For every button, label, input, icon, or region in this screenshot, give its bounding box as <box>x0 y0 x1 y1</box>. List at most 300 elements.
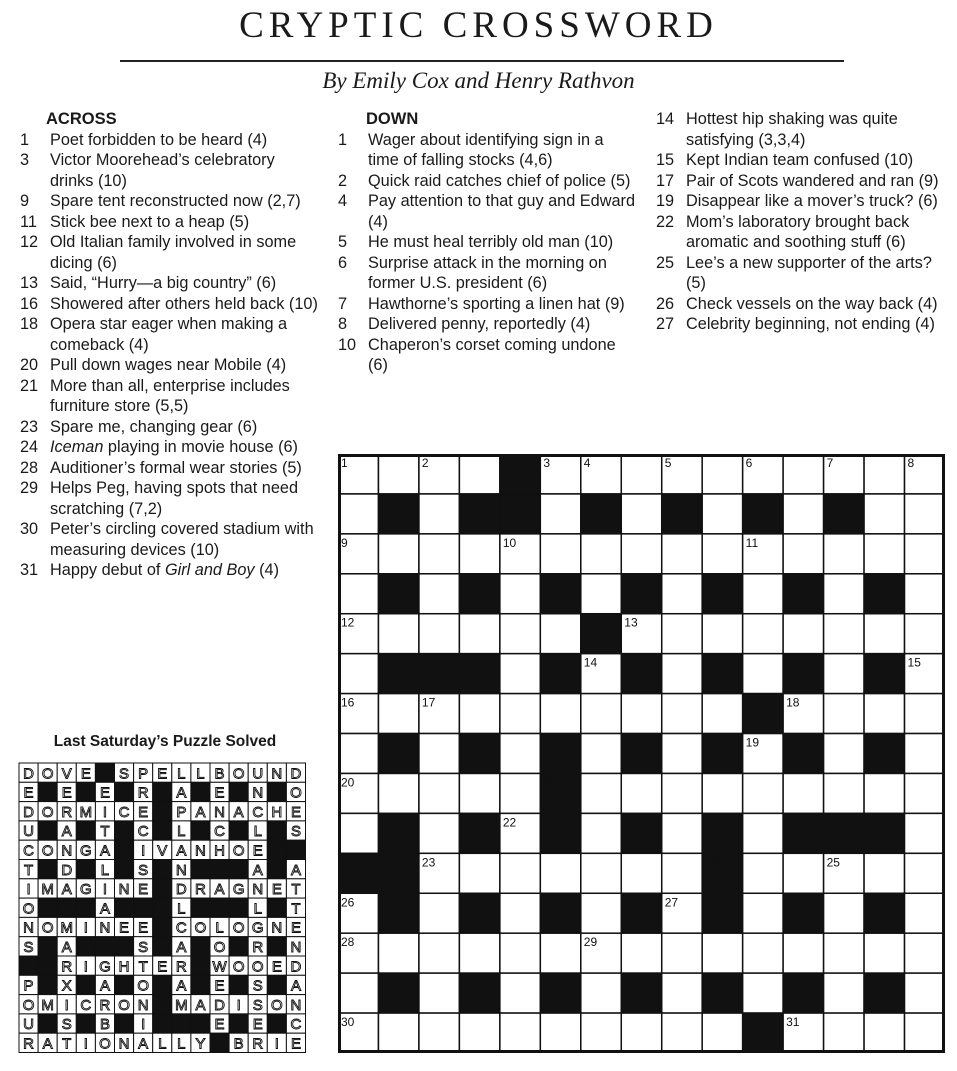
grid-cell[interactable] <box>824 773 864 813</box>
solved-letter: I <box>102 881 108 899</box>
solved-black-square <box>267 782 286 801</box>
grid-cell[interactable] <box>905 574 945 614</box>
grid-cell[interactable] <box>540 694 580 734</box>
solved-puzzle-grid <box>18 762 307 1059</box>
solved-letter: M <box>79 803 93 821</box>
black-square <box>459 494 499 534</box>
solved-letter: E <box>271 958 282 976</box>
solved-black-square <box>134 898 153 917</box>
clue-across-3 <box>20 150 320 191</box>
solved-letter: N <box>61 842 73 860</box>
grid-cell[interactable] <box>419 973 459 1013</box>
grid-cell[interactable] <box>662 534 702 574</box>
solved-black-square <box>191 1014 210 1033</box>
solved-letter: I <box>236 996 241 1014</box>
solved-letter: I <box>83 919 88 937</box>
solved-letter: D <box>23 765 34 783</box>
solved-black-square <box>38 898 57 917</box>
grid-cell[interactable] <box>378 933 418 973</box>
grid-cell[interactable] <box>905 1013 945 1053</box>
grid-cell[interactable] <box>783 853 823 893</box>
clue-text: Kept Indian team confused (10) <box>686 151 914 169</box>
grid-cell[interactable] <box>783 933 823 973</box>
grid-cell[interactable] <box>783 534 823 574</box>
grid-cell[interactable] <box>621 1013 661 1053</box>
clue-number: 7 <box>338 294 348 313</box>
grid-cell[interactable] <box>702 773 742 813</box>
solved-letter: A <box>290 977 301 995</box>
grid-cell[interactable] <box>621 454 661 494</box>
solved-letter: O <box>41 803 54 821</box>
grid-cell[interactable] <box>378 614 418 654</box>
solved-letter: I <box>83 958 88 976</box>
black-square <box>783 893 823 933</box>
grid-cell[interactable] <box>905 773 945 813</box>
grid-cell[interactable] <box>621 853 661 893</box>
solved-black-square <box>229 937 248 956</box>
solved-letter: N <box>99 919 111 937</box>
grid-cell[interactable] <box>581 534 621 574</box>
grid-cell[interactable] <box>338 654 378 694</box>
grid-cell[interactable] <box>905 973 945 1013</box>
clue-text: Opera star eager when making a comeback (4) <box>50 315 288 354</box>
grid-cell[interactable] <box>864 614 904 654</box>
solved-black-square <box>38 956 57 975</box>
grid-cell[interactable] <box>783 614 823 654</box>
solved-black-square <box>191 821 210 840</box>
grid-cell[interactable] <box>419 734 459 774</box>
black-square <box>824 494 864 534</box>
solved-letter: O <box>41 765 54 783</box>
grid-cell[interactable] <box>581 1013 621 1053</box>
grid-cell[interactable] <box>743 813 783 853</box>
solved-letter: A <box>233 803 244 821</box>
clue-down-right-19 <box>656 191 956 212</box>
grid-cell[interactable] <box>864 694 904 734</box>
grid-cell[interactable] <box>338 973 378 1013</box>
black-square <box>378 973 418 1013</box>
grid-cell[interactable] <box>540 853 580 893</box>
black-square <box>378 574 418 614</box>
clue-number: 6 <box>338 253 348 272</box>
solved-letter: A <box>176 939 187 956</box>
grid-cell[interactable] <box>662 574 702 614</box>
solved-letter: L <box>177 900 186 918</box>
black-square <box>378 893 418 933</box>
black-square <box>702 574 742 614</box>
solved-black-square <box>76 821 95 840</box>
solved-letter: O <box>22 900 35 918</box>
solved-letter: S <box>290 823 301 841</box>
solved-black-square <box>267 840 286 859</box>
black-square <box>338 853 378 893</box>
solved-letter: S <box>252 996 263 1014</box>
solved-letter: A <box>61 823 72 841</box>
grid-cell[interactable] <box>378 534 418 574</box>
black-square <box>419 654 459 694</box>
crossword-grid-svg[interactable] <box>338 454 945 1053</box>
clue-text: Poet forbidden to be heard (4) <box>50 130 268 149</box>
grid-cell[interactable] <box>581 893 621 933</box>
grid-cell[interactable] <box>864 773 904 813</box>
black-square <box>864 893 904 933</box>
grid-cell[interactable] <box>662 973 702 1013</box>
grid-cell[interactable] <box>824 534 864 574</box>
grid-cell[interactable] <box>905 694 945 734</box>
grid-cell[interactable] <box>702 534 742 574</box>
solved-black-square <box>267 860 286 879</box>
grid-cell[interactable] <box>905 494 945 534</box>
clue-text: Happy debut of Girl and Boy (4) <box>50 561 279 579</box>
grid-cell[interactable] <box>459 694 499 734</box>
grid-cell[interactable] <box>500 1013 540 1053</box>
solved-black-square <box>229 860 248 879</box>
solved-letter: A <box>176 784 187 802</box>
grid-cell[interactable] <box>378 1013 418 1053</box>
grid-cell[interactable] <box>581 813 621 853</box>
black-square <box>378 654 418 694</box>
solved-letter: G <box>251 919 264 937</box>
grid-cell[interactable] <box>500 933 540 973</box>
clue-number: 8 <box>338 315 348 333</box>
solved-black-square <box>229 898 248 917</box>
grid-cell[interactable] <box>662 1013 702 1053</box>
grid-cell[interactable] <box>905 853 945 893</box>
solved-letter: O <box>251 958 264 976</box>
solved-black-square <box>57 898 76 917</box>
cell-number: 12 <box>341 615 355 630</box>
grid-cell[interactable] <box>783 773 823 813</box>
grid-cell[interactable] <box>459 614 499 654</box>
clue-text: Victor Moorehead’s celebratory drinks (10) <box>50 151 275 190</box>
grid-cell[interactable] <box>824 574 864 614</box>
grid-cell[interactable] <box>459 1013 499 1053</box>
solved-letter: D <box>290 958 302 976</box>
grid-cell[interactable] <box>540 933 580 973</box>
cell-number: 28 <box>341 935 355 950</box>
grid-cell[interactable] <box>338 813 378 853</box>
grid-cell[interactable] <box>864 494 904 534</box>
grid-cell[interactable] <box>864 534 904 574</box>
solved-letter: E <box>157 765 168 783</box>
solved-puzzle-label: Last Saturday’s Puzzle Solved <box>53 733 277 750</box>
clue-text: Disappear like a mover’s truck? (6) <box>686 192 938 210</box>
grid-cell[interactable] <box>702 494 742 534</box>
grid-cell[interactable] <box>419 893 459 933</box>
clue-down-right-22 <box>656 212 956 253</box>
solved-letter: O <box>22 996 35 1014</box>
black-square <box>864 574 904 614</box>
clue-text: Check vessels on the way back (4) <box>686 294 938 313</box>
solved-letter: R <box>137 784 149 802</box>
grid-cell[interactable] <box>581 853 621 893</box>
solved-letter: O <box>99 1035 111 1053</box>
grid-cell[interactable] <box>824 694 864 734</box>
grid-cell[interactable] <box>743 933 783 973</box>
grid-cell[interactable] <box>905 534 945 574</box>
grid-cell[interactable] <box>743 893 783 933</box>
grid-cell[interactable] <box>824 1013 864 1053</box>
grid-cell[interactable] <box>500 574 540 614</box>
grid-cell[interactable] <box>662 734 702 774</box>
grid-cell[interactable] <box>419 1013 459 1053</box>
down-clues-left <box>338 109 638 376</box>
black-square <box>783 654 823 694</box>
black-square <box>500 454 540 494</box>
solved-letter: N <box>118 881 130 899</box>
solved-letter: C <box>214 823 225 841</box>
solved-black-square <box>76 975 95 994</box>
clue-down-right-15 <box>656 150 956 171</box>
grid-cell[interactable] <box>783 454 823 494</box>
grid-cell[interactable] <box>581 734 621 774</box>
solved-letter: I <box>141 842 146 860</box>
solved-black-square <box>38 860 57 879</box>
grid-cell[interactable] <box>824 933 864 973</box>
grid-cell[interactable] <box>702 933 742 973</box>
grid-cell[interactable] <box>743 853 783 893</box>
solved-letter: A <box>138 1035 149 1053</box>
solved-letter: A <box>99 842 110 860</box>
solved-black-square <box>38 975 57 994</box>
grid-cell[interactable] <box>864 1013 904 1053</box>
grid-cell[interactable] <box>419 614 459 654</box>
grid-cell[interactable] <box>743 773 783 813</box>
grid-cell[interactable] <box>338 734 378 774</box>
grid-cell[interactable] <box>540 1013 580 1053</box>
solved-letter: C <box>23 842 34 860</box>
solved-letter: D <box>175 881 187 899</box>
grid-cell[interactable] <box>581 973 621 1013</box>
solved-black-square <box>115 860 134 879</box>
solved-letter: O <box>290 784 302 802</box>
black-square <box>783 734 823 774</box>
grid-cell[interactable] <box>621 694 661 734</box>
clue-number: 30 <box>20 520 39 538</box>
grid-cell[interactable] <box>581 574 621 614</box>
solved-letter: E <box>252 842 263 860</box>
solved-letter: A <box>42 1035 53 1053</box>
grid-cell[interactable] <box>500 734 540 774</box>
solved-black-square <box>267 937 286 956</box>
solved-letter: T <box>291 881 301 899</box>
grid-cell[interactable] <box>540 614 580 654</box>
clue-down-left-8 <box>338 314 638 335</box>
solved-letter: N <box>137 996 149 1014</box>
grid-cell[interactable] <box>378 773 418 813</box>
clue-number: 9 <box>20 192 30 210</box>
crossword-grid[interactable] <box>338 454 945 1053</box>
solved-letter: P <box>23 977 34 995</box>
grid-cell[interactable] <box>905 734 945 774</box>
clue-across-23 <box>20 417 320 438</box>
clue-text: More than all, enterprise includes furniture store (5,5) <box>50 376 290 415</box>
grid-cell[interactable] <box>621 494 661 534</box>
solved-letter: O <box>194 919 207 937</box>
grid-cell[interactable] <box>338 494 378 534</box>
solved-letter: T <box>62 1035 72 1053</box>
grid-cell[interactable] <box>662 654 702 694</box>
grid-cell[interactable] <box>824 893 864 933</box>
grid-cell[interactable] <box>743 574 783 614</box>
clue-text: Hawthorne’s sporting a linen hat (9) <box>368 294 625 313</box>
solved-letter: U <box>252 765 264 783</box>
grid-cell[interactable] <box>540 494 580 534</box>
solved-letter: R <box>175 958 187 976</box>
grid-cell[interactable] <box>662 773 702 813</box>
clue-across-9 <box>20 191 320 212</box>
solved-letter: E <box>214 784 225 802</box>
cell-number: 20 <box>341 775 355 790</box>
grid-cell[interactable] <box>783 494 823 534</box>
grid-cell[interactable] <box>662 933 702 973</box>
grid-cell[interactable] <box>459 454 499 494</box>
grid-cell[interactable] <box>500 893 540 933</box>
solved-letter: G <box>80 842 92 860</box>
solved-black-square <box>229 975 248 994</box>
black-square <box>540 813 580 853</box>
grid-cell[interactable] <box>459 534 499 574</box>
cell-number: 27 <box>664 895 679 910</box>
grid-cell[interactable] <box>621 534 661 574</box>
clue-text: Pull down wages near Mobile (4) <box>50 356 287 374</box>
grid-cell[interactable] <box>662 853 702 893</box>
solved-letter: L <box>177 765 186 783</box>
grid-cell[interactable] <box>459 853 499 893</box>
grid-cell[interactable] <box>621 933 661 973</box>
grid-cell[interactable] <box>419 813 459 853</box>
clue-number: 17 <box>656 171 675 190</box>
solved-letter: O <box>232 958 245 976</box>
grid-cell[interactable] <box>500 773 540 813</box>
grid-cell[interactable] <box>500 973 540 1013</box>
solved-black-square <box>38 1014 57 1033</box>
grid-cell[interactable] <box>702 454 742 494</box>
grid-cell[interactable] <box>419 933 459 973</box>
solved-letter: O <box>137 977 149 995</box>
grid-cell[interactable] <box>702 694 742 734</box>
grid-cell[interactable] <box>581 694 621 734</box>
solved-black-square <box>191 898 210 917</box>
grid-cell[interactable] <box>905 614 945 654</box>
grid-cell[interactable] <box>419 534 459 574</box>
clue-number: 15 <box>656 151 675 169</box>
solved-letter: L <box>253 823 262 841</box>
grid-cell[interactable] <box>621 773 661 813</box>
solved-letter: I <box>102 803 108 821</box>
grid-cell[interactable] <box>500 654 540 694</box>
grid-cell[interactable] <box>581 773 621 813</box>
grid-cell[interactable] <box>662 614 702 654</box>
clue-down-left-2 <box>338 171 638 192</box>
grid-cell[interactable] <box>824 734 864 774</box>
grid-cell[interactable] <box>905 933 945 973</box>
grid-cell[interactable] <box>824 973 864 1013</box>
grid-cell[interactable] <box>743 973 783 1013</box>
grid-cell[interactable] <box>743 654 783 694</box>
down-clue-list-left <box>338 130 638 376</box>
grid-cell[interactable] <box>378 454 418 494</box>
grid-cell[interactable] <box>702 614 742 654</box>
solved-letter: C <box>252 803 264 821</box>
clue-across-30 <box>20 519 320 560</box>
solved-black-square <box>153 860 172 879</box>
solved-black-square <box>76 937 95 956</box>
grid-cell[interactable] <box>540 534 580 574</box>
clue-text: Said, “Hurry—a big country” (6) <box>50 274 277 292</box>
grid-cell[interactable] <box>905 813 945 853</box>
solved-letter: B <box>233 1035 244 1053</box>
solved-black-square <box>153 879 172 898</box>
solved-letter: N <box>195 842 206 860</box>
clue-across-18 <box>20 314 320 355</box>
solved-black-square <box>115 1014 134 1033</box>
clue-text: Quick raid catches chief of police (5) <box>368 171 631 190</box>
solved-letter: E <box>119 919 130 937</box>
clue-text: Celebrity beginning, not ending (4) <box>686 315 935 333</box>
grid-cell[interactable] <box>824 654 864 694</box>
grid-cell[interactable] <box>459 933 499 973</box>
cell-number: 9 <box>341 535 348 550</box>
grid-cell[interactable] <box>419 574 459 614</box>
solved-letter: R <box>99 996 111 1014</box>
grid-cell[interactable] <box>338 574 378 614</box>
solved-letter: V <box>61 765 72 783</box>
solved-black-square <box>38 937 57 956</box>
clue-across-24 <box>20 437 320 458</box>
clue-across-21 <box>20 376 320 417</box>
solved-black-square <box>76 860 95 879</box>
black-square <box>378 494 418 534</box>
grid-cell[interactable] <box>824 614 864 654</box>
grid-cell[interactable] <box>459 773 499 813</box>
solved-black-square <box>76 782 95 801</box>
clue-text: Stick bee next to a heap (5) <box>50 212 250 231</box>
grid-cell[interactable] <box>905 893 945 933</box>
clue-number: 18 <box>20 315 39 333</box>
solved-letter: N <box>271 765 283 783</box>
clue-text: Surprise attack in the morning on former U.S. president (6) <box>368 253 607 292</box>
grid-cell[interactable] <box>500 694 540 734</box>
black-square <box>662 494 702 534</box>
solved-letter: I <box>64 996 69 1014</box>
clue-text: Old Italian family involved in some dicing (6) <box>50 233 297 272</box>
cell-number: 26 <box>341 895 355 910</box>
grid-cell[interactable] <box>662 813 702 853</box>
grid-cell[interactable] <box>500 853 540 893</box>
grid-cell[interactable] <box>864 933 904 973</box>
grid-cell[interactable] <box>378 694 418 734</box>
solved-black-square <box>286 840 305 859</box>
grid-cell[interactable] <box>500 614 540 654</box>
solved-letter: E <box>99 784 110 802</box>
solved-letter: L <box>215 919 224 937</box>
across-clue-list <box>20 130 320 581</box>
grid-cell[interactable] <box>662 694 702 734</box>
grid-cell[interactable] <box>419 773 459 813</box>
solved-letter: S <box>138 939 149 956</box>
grid-cell[interactable] <box>702 1013 742 1053</box>
clue-number: 11 <box>20 212 37 231</box>
grid-cell[interactable] <box>419 494 459 534</box>
solved-letter: O <box>271 996 283 1014</box>
grid-cell[interactable] <box>864 853 904 893</box>
solved-letter: L <box>158 1035 167 1053</box>
grid-cell[interactable] <box>864 454 904 494</box>
black-square <box>540 654 580 694</box>
solved-letter: A <box>176 842 187 860</box>
grid-cell[interactable] <box>743 614 783 654</box>
